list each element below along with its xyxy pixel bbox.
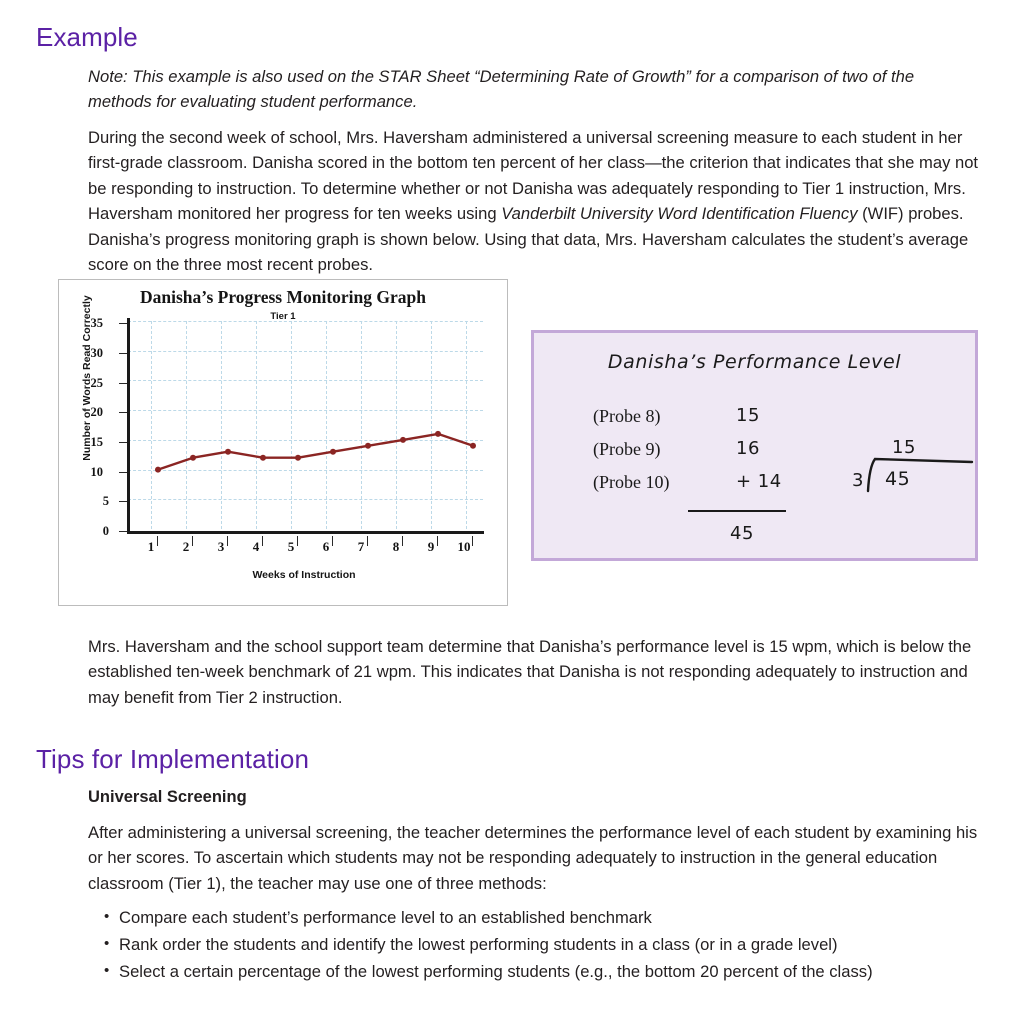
example-paragraph-1	[88, 125, 996, 277]
y-tick-label: 25	[90, 375, 103, 390]
sum-rule-line	[688, 510, 786, 512]
x-tick-mark	[402, 536, 403, 546]
y-tick-label: 0	[102, 524, 109, 538]
list-item: • Select a certain percentage of the lowest performing students (e.g., the bottom 20 percent of the class)	[102, 958, 873, 985]
division-dividend: 45	[885, 468, 911, 490]
performance-panel-title: Danisha’s Performance Level	[607, 351, 902, 373]
list-item: • Rank order the students and identify the lowest performing students in a class (or in a grade level)	[102, 931, 873, 958]
x-tick-mark	[297, 536, 298, 546]
section-heading-tips: Tips for Implementation	[36, 744, 310, 774]
chart-y-axis	[127, 318, 130, 533]
x-tick-label: 6	[322, 539, 330, 554]
x-tick-mark	[472, 536, 473, 546]
y-tick-mark	[119, 442, 127, 443]
x-tick-mark	[437, 536, 438, 546]
y-tick-mark	[119, 501, 127, 502]
x-tick-label: 10	[457, 539, 471, 554]
x-tick-label: 1	[147, 539, 155, 554]
x-tick-mark	[227, 536, 228, 546]
x-tick-label: 9	[427, 539, 435, 554]
y-tick-mark	[119, 353, 127, 354]
x-tick-mark	[262, 536, 263, 546]
y-tick-mark	[119, 412, 127, 413]
y-tick-mark	[119, 472, 127, 473]
x-tick-mark	[192, 536, 193, 546]
division-bracket-icon	[866, 457, 976, 497]
chart-data-series	[128, 321, 483, 533]
chart-plot-area	[128, 321, 483, 529]
probe-value: 16	[736, 438, 760, 459]
list-item: • Compare each student’s performance level to an established benchmark	[102, 904, 873, 931]
division-quotient: 15	[892, 437, 916, 458]
probe-value: 15	[736, 405, 760, 426]
probe-label: (Probe 9)	[593, 439, 661, 459]
division-divisor: 3	[852, 470, 864, 491]
probe-label: (Probe 8)	[593, 406, 661, 426]
chart-x-axis	[127, 531, 484, 534]
y-tick-mark	[119, 531, 127, 532]
x-tick-label: 4	[252, 539, 260, 554]
methods-list	[102, 904, 873, 985]
y-tick-mark	[119, 323, 127, 324]
chart-x-axis-title: Weeks of Instruction	[252, 569, 356, 581]
y-tick-label: 5	[102, 494, 109, 509]
probe-value: + 14	[736, 471, 782, 492]
x-tick-mark	[332, 536, 333, 546]
section-heading-example: Example	[36, 22, 138, 52]
performance-level-panel	[531, 330, 978, 561]
example-paragraph-2: Mrs. Haversham and the school support team determine that Danisha’s performance level is 15 wpm, which is below the established ten-week benchmark of 21 wpm. This indicates that Danisha is not responding adequately to instruction and may benefit from Tier 2 instruction.	[88, 637, 972, 707]
probe-label: (Probe 10)	[593, 472, 670, 492]
example-paragraph-1-part-a: During the second week of school, Mrs. Haversham administered a universal screening measure to each student in her first-grade classroom. Danisha scored in the bottom ten percent of her class—the criterion that indicates that she may not be responding to instruction. To determine whether or not Danisha was adequately responding to Tier 1 instruction, Mrs. Haversham monitored her progress for ten weeks using	[88, 128, 979, 224]
progress-monitoring-chart	[58, 279, 508, 606]
chart-y-axis-title: Number of Words Read Correctly	[81, 295, 93, 461]
x-tick-mark	[157, 536, 158, 546]
subheading-universal-screening: Universal Screening	[88, 788, 247, 806]
y-tick-label: 10	[90, 464, 103, 479]
x-tick-mark	[367, 536, 368, 546]
tips-paragraph: After administering a universal screening, the teacher determines the performance level of each student by examining his or her scores. To ascertain which students may not be responding adequately to instruction in the general education classroom (Tier 1), the teacher may use one of three methods:	[88, 823, 978, 893]
y-tick-label: 15	[90, 434, 103, 449]
chart-subtitle: Tier 1	[270, 311, 296, 322]
x-tick-label: 8	[392, 539, 400, 554]
y-tick-label: 35	[90, 316, 103, 331]
x-tick-label: 3	[217, 539, 225, 554]
example-note: Note: This example is also used on the STAR Sheet “Determining Rate of Growth” for a comparison of two of the methods for evaluating student performance.	[88, 67, 915, 112]
y-tick-mark	[119, 383, 127, 384]
chart-title: Danisha’s Progress Monitoring Graph	[139, 287, 426, 307]
x-tick-label: 7	[357, 539, 365, 554]
x-tick-label: 2	[182, 539, 190, 554]
example-paragraph-1-italic-title: Vanderbilt University Word Identification Fluency	[501, 204, 858, 224]
x-tick-label: 5	[287, 539, 295, 554]
sum-total: 45	[730, 523, 754, 544]
example-paragraph-1-part-b: (WIF) probes. Danisha’s progress monitoring graph is shown below. Using that data, Mrs. Haversham calculates the student’s average score on the three most recent probes.	[88, 204, 969, 275]
y-tick-label: 20	[90, 405, 103, 420]
y-tick-label: 30	[90, 345, 103, 360]
